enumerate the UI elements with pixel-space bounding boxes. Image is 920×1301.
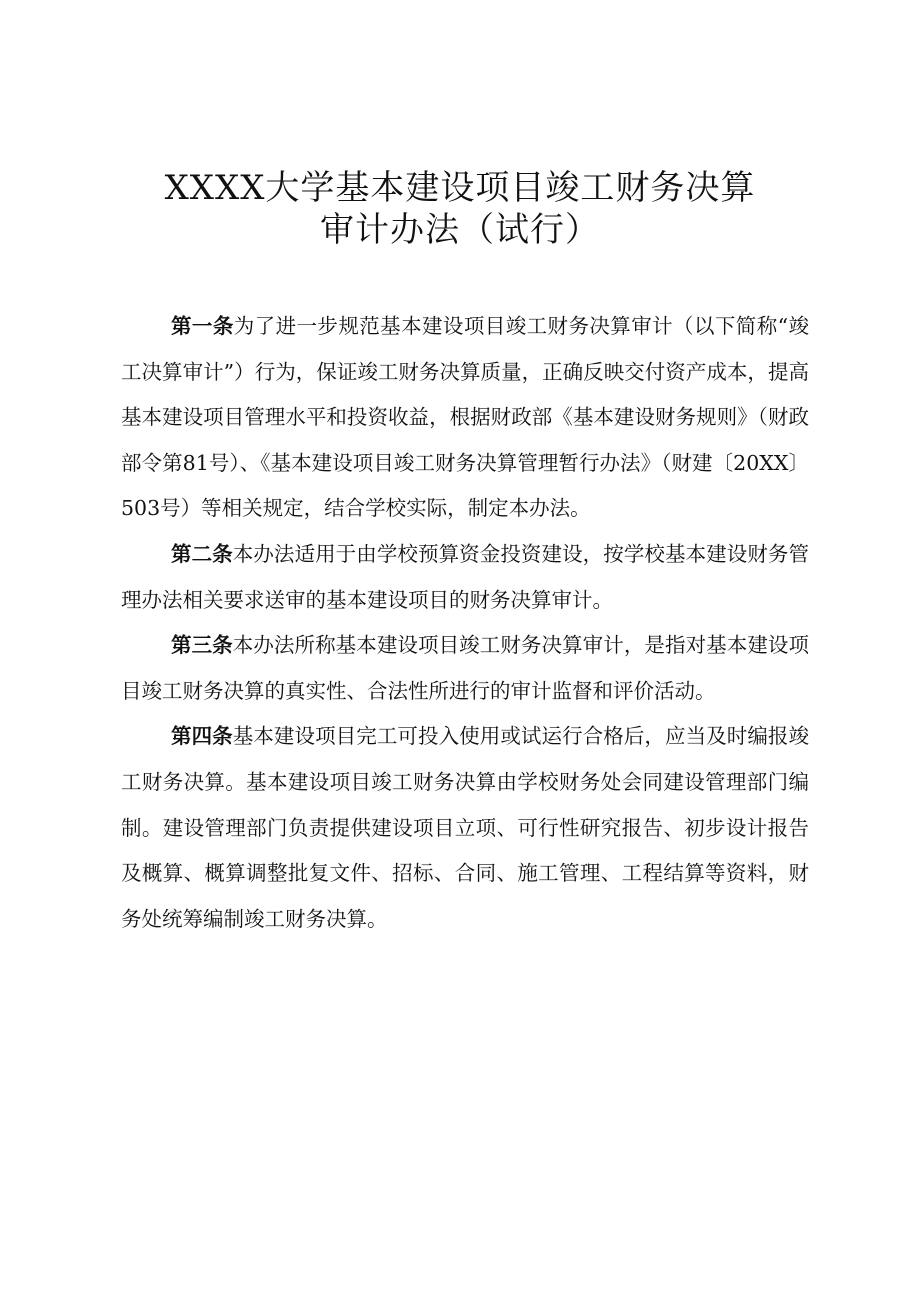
article-4-paragraph (121, 714, 809, 942)
document-body (121, 304, 809, 942)
article-1-text: 为了进一步规范基本建设项目竣工财务决算审计（以下简称“竣工决算审计”）行为，保证竣工财务决算质量，正确反映交付资产成本，提高基本建设项目管理水平和投资收益，根据财政部《基本建设财务规则》（财政部令第81号）、《基本建设项目竣工财务决算管理暂行办法》（财建〔20XX〕503号）等相关规定，结合学校实际，制定本办法。 (121, 314, 810, 521)
document-title-line-1: XXXX大学基本建设项目竣工财务决算 (164, 168, 756, 208)
article-3-text: 本办法所称基本建设项目竣工财务决算审计，是指对基本建设项目竣工财务决算的真实性、合法性所进行的审计监督和评价活动。 (121, 633, 809, 703)
article-3-label: 第三条 (171, 633, 233, 658)
article-2-label: 第二条 (171, 541, 233, 566)
article-1-paragraph (121, 304, 809, 532)
article-4-label: 第四条 (171, 724, 233, 749)
article-2-text: 本办法适用于由学校预算资金投资建设，按学校基本建设财务管理办法相关要求送审的基本建设项目的财务决算审计。 (121, 541, 809, 612)
article-2-paragraph (121, 532, 809, 623)
article-1-label: 第一条 (171, 314, 234, 338)
article-4-text: 基本建设项目完工可投入使用或试运行合格后，应当及时编报竣工财务决算。基本建设项目竣工财务决算由学校财务处会同建设管理部门编制。建设管理部门负责提供建设项目立项、可行性研究报告、初步设计报告及概算、概算调整批复文件、招标、合同、施工管理、工程结算等资料，财务处统筹编制竣工财务决算。 (121, 724, 809, 931)
document-title-line-2: 审计办法（试行） (320, 210, 600, 250)
article-3-paragraph (121, 623, 809, 714)
